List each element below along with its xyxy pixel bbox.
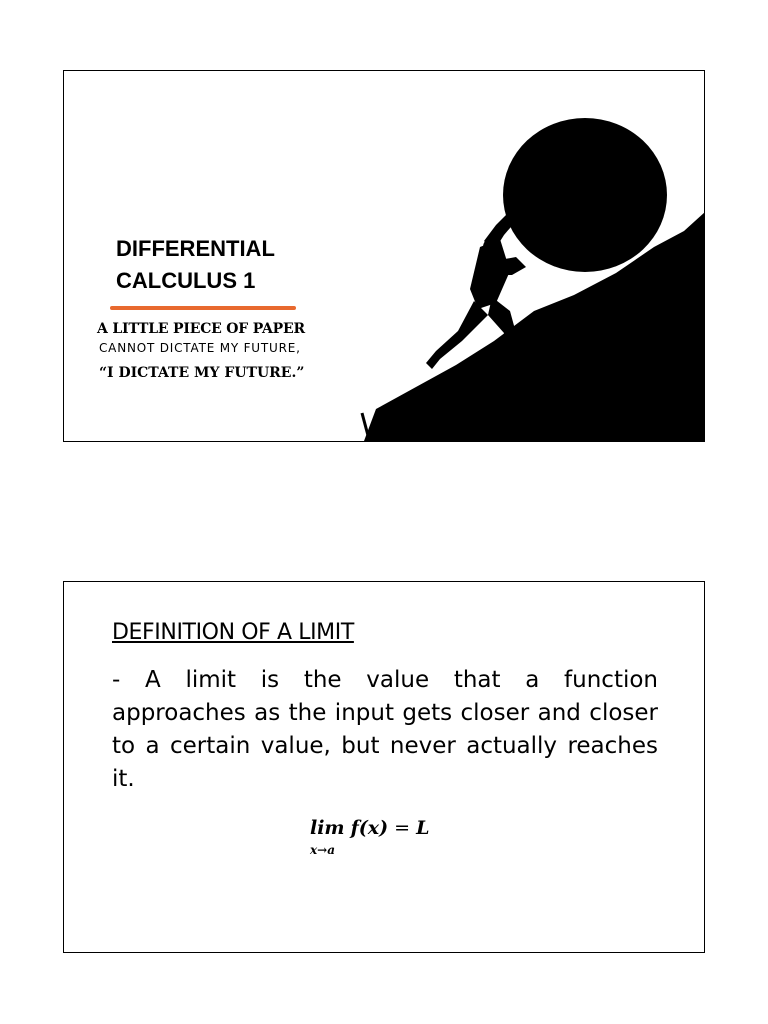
course-title-line1: DIFFERENTIAL: [116, 236, 275, 261]
course-title-line2: CALCULUS 1: [116, 268, 256, 293]
limit-word: lim: [310, 817, 345, 839]
accent-divider: [110, 306, 296, 310]
quote-line-2: CANNOT DICTATE MY FUTURE,: [99, 341, 301, 355]
title-slide: [63, 70, 705, 442]
limit-formula: [310, 817, 430, 857]
limit-subscript: x→a: [310, 843, 335, 857]
limit-function: f(x): [350, 817, 389, 839]
course-title: [116, 233, 316, 297]
limit-result: L: [416, 817, 430, 839]
definition-slide: [63, 581, 705, 953]
quote-line-3: “I DICTATE MY FUTURE.”: [99, 365, 305, 381]
definition-heading: DEFINITION OF A LIMIT: [112, 620, 354, 645]
quote-line-1: A LITTLE PIECE OF PAPER: [97, 321, 305, 337]
definition-body: - A limit is the value that a function approaches as the input gets closer and closer to a certain value, but never actually reaches it.: [112, 667, 658, 792]
limit-operator: [310, 817, 345, 857]
limit-equals: =: [394, 817, 411, 839]
